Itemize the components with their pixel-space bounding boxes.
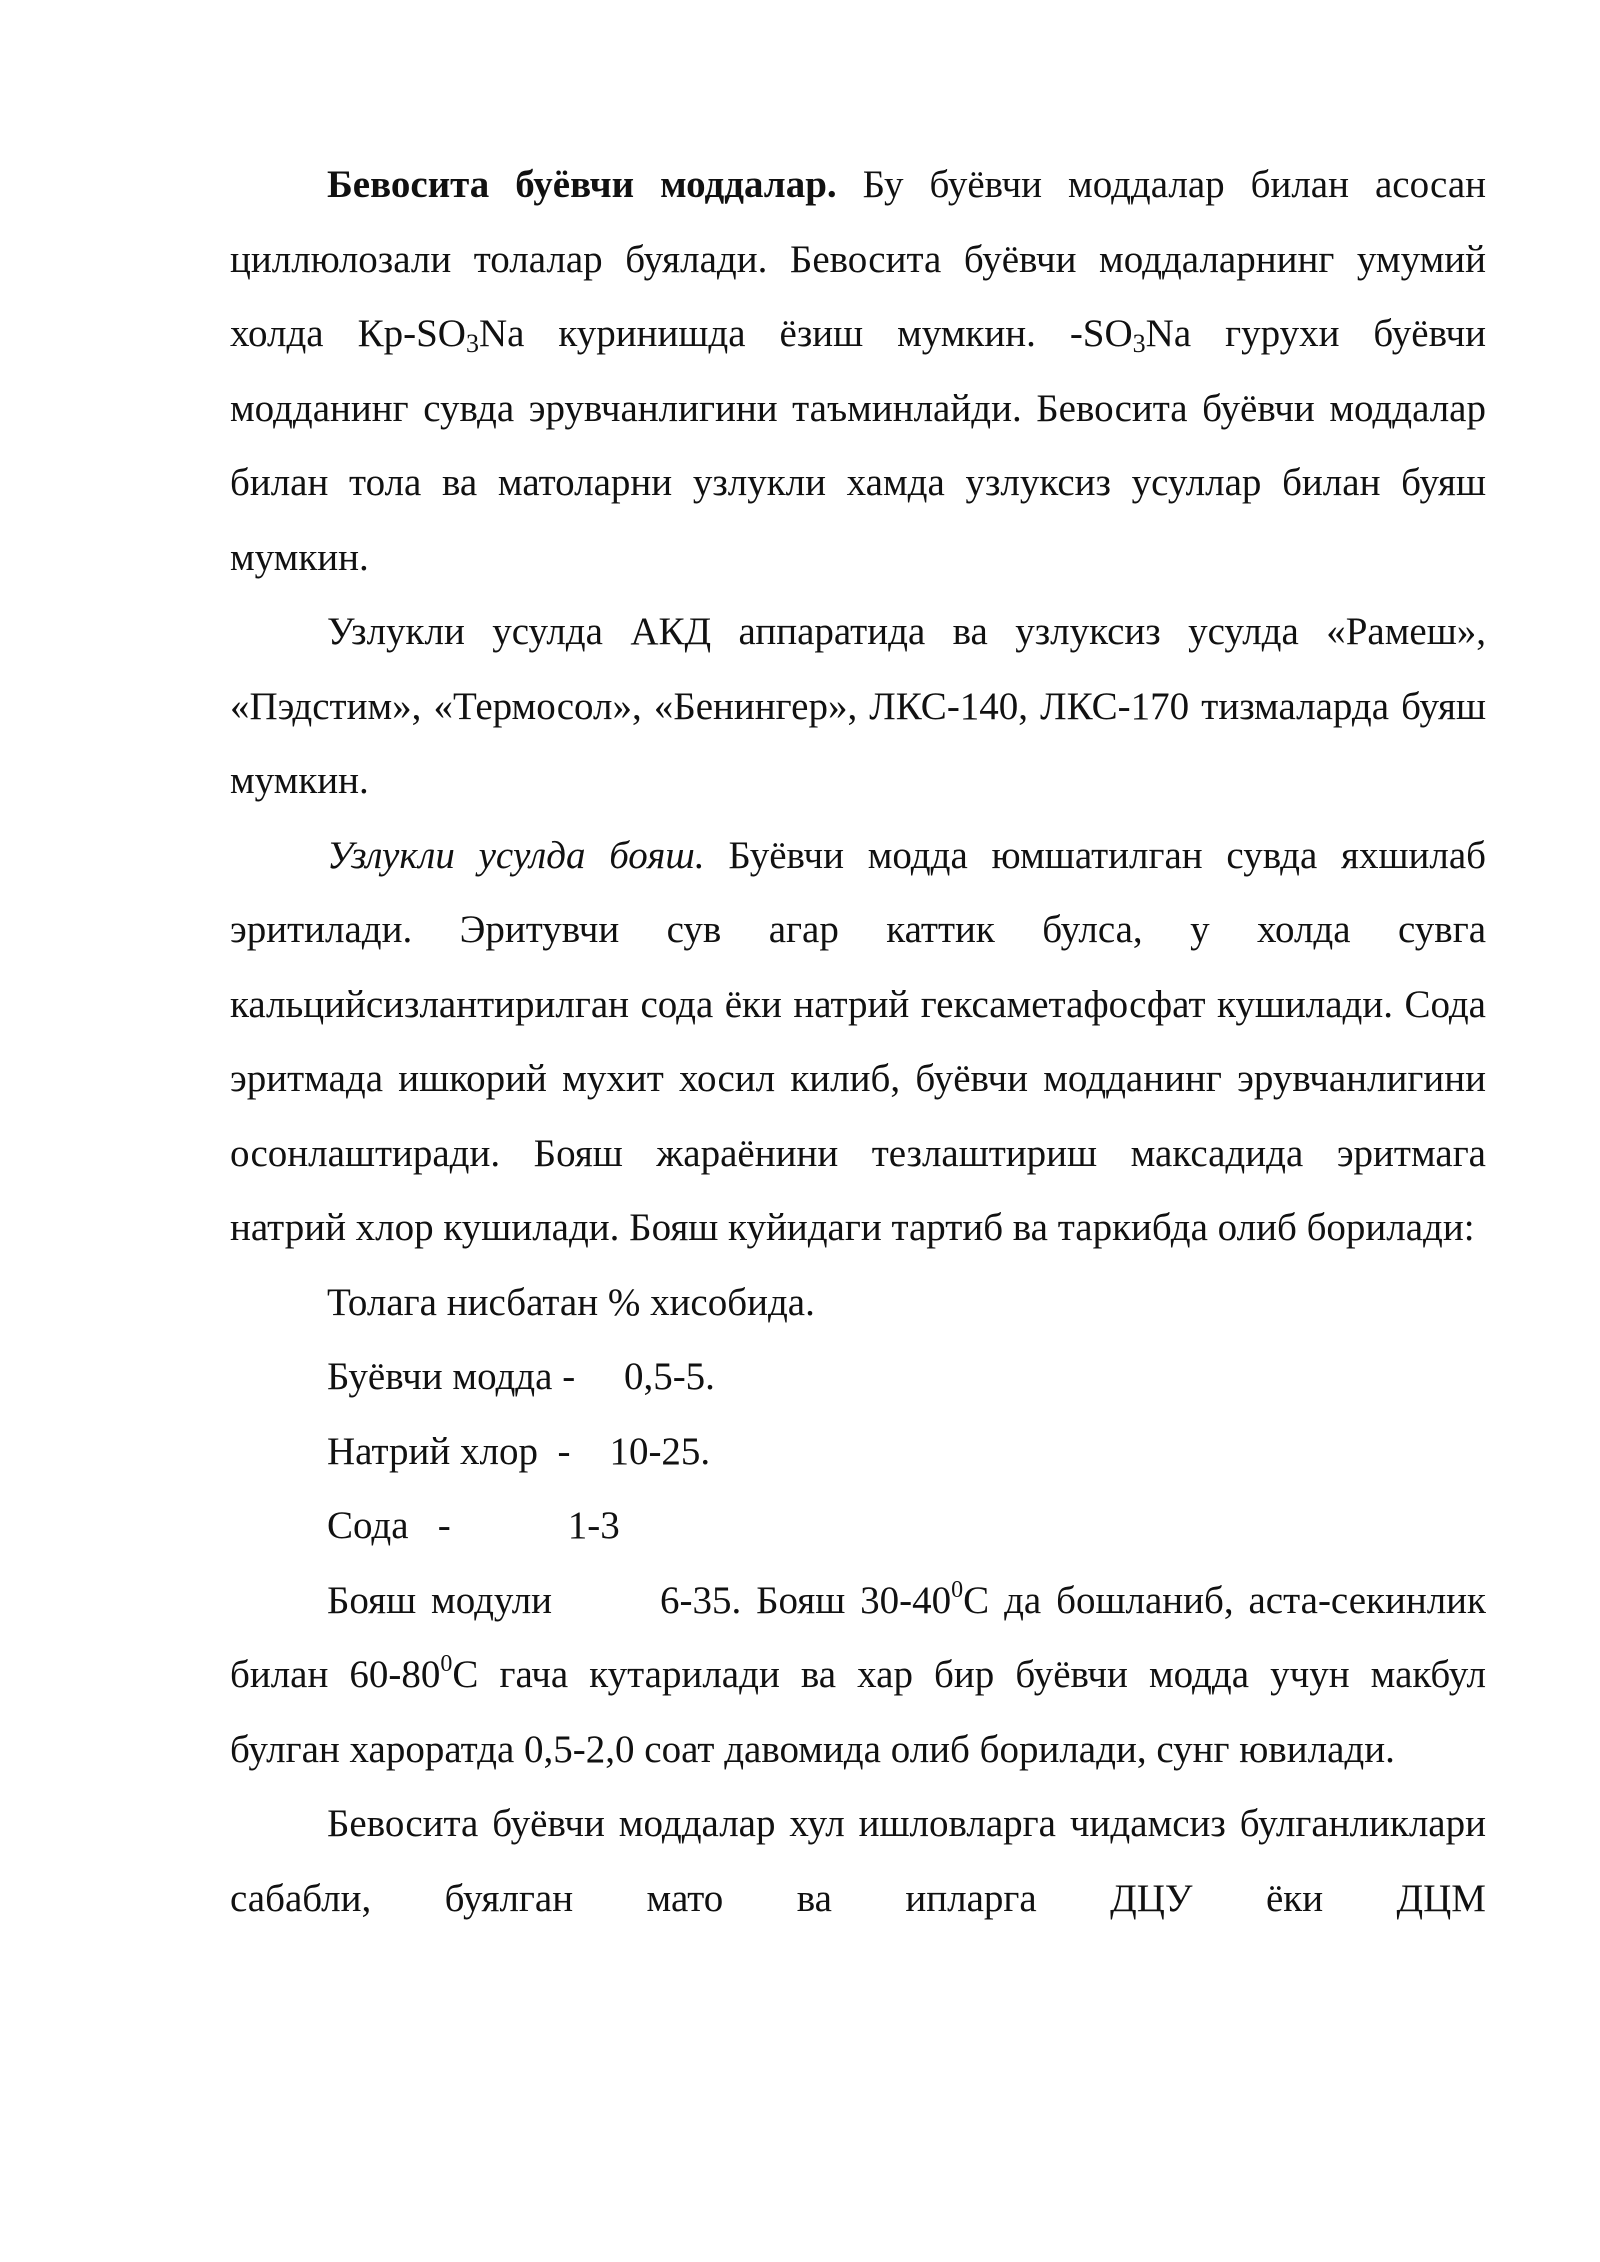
- subscript: 3: [1132, 329, 1146, 358]
- paragraph-text: Бу буёвчи моддалар билан асосан циллюлозали толалар буялади. Бевосита буёвчи моддаларнинг умумий холда Кр-SO: [230, 163, 1487, 355]
- paragraph-dyeing-mode: [230, 1564, 1486, 1788]
- paragraph-text: Буёвчи модда юмшатилган сувда яхшилаб эритилади. Эритувчи сув агар каттик булса, у холда сувга кальцийсизлантирилган сода ёки натрий гексаметафосфат кушилади. Сода эритмада ишкорий мухит хосил килиб, буёвчи модданинг эрувчанлигини осонлаштиради. Бояш жараёнини тезлаштириш максадида эритмага натрий хлор кушилади. Бояш куйидаги тартиб ва таркибда олиб борилади:: [230, 833, 1486, 1249]
- paragraph-heading-italic: Узлукли усулда бояш.: [327, 833, 705, 877]
- recipe-item-soda: [230, 1489, 1486, 1564]
- paragraph-text: С гача кутарилади ва хар бир буёвчи модда учун макбул булган хароратда 0,5-2,0 соат давомида олиб борилади, сунг ювилади.: [230, 1653, 1486, 1771]
- recipe-value: 1-3: [567, 1504, 620, 1547]
- paragraph-text: С да бошланиб, аста-секинлик билан 60-80: [230, 1578, 1486, 1696]
- recipe-value: 10-25.: [609, 1429, 711, 1473]
- recipe-header: Толага нисбатан % хисобида.: [327, 1280, 815, 1324]
- paragraph-heading: Бевосита буёвчи моддалар.: [327, 163, 837, 206]
- recipe-label: Буёвчи модда -: [327, 1355, 576, 1398]
- document-page: [230, 148, 1486, 1936]
- subscript: 3: [465, 329, 479, 358]
- paragraph-text: Бояш модули: [327, 1578, 553, 1622]
- paragraph-text: Na гурухи буёвчи модданинг сувда эрувчанлигини таъминлайди. Бевосита буёвчи моддалар билан тола ва матоларни узлукли хамда узлуксиз усуллар билан буяш мумкин.: [230, 312, 1486, 579]
- paragraph-direct-dyes: [230, 148, 1486, 595]
- superscript: 0: [951, 1576, 964, 1603]
- recipe-label: Натрий хлор -: [327, 1429, 571, 1473]
- recipe-item-salt: [230, 1415, 1486, 1490]
- paragraph-text: 6-35. Бояш 30-40: [660, 1578, 952, 1622]
- paragraph-wet-fastness: Бевосита буёвчи моддалар хул ишловларга чидамсиз булганликлари сабабли, буялган мато ва ипларга ДЦУ ёки ДЦМ: [230, 1802, 1486, 1920]
- recipe-item-dye: [230, 1340, 1486, 1415]
- paragraph-equipment: Узлукли усулда АКД аппаратида ва узлуксиз усулда «Рамеш», «Пэдстим», «Термосол», «Бенингер», ЛКС-140, ЛКС-170 тизмаларда буяш мумкин.: [230, 610, 1486, 802]
- paragraph-batch-dyeing: [230, 819, 1486, 1266]
- superscript: 0: [440, 1651, 453, 1677]
- recipe-label: Сода -: [327, 1504, 451, 1547]
- paragraph-text: Na куринишда ёзиш мумкин. -SO: [478, 312, 1133, 355]
- recipe-value: 0,5-5.: [623, 1355, 715, 1398]
